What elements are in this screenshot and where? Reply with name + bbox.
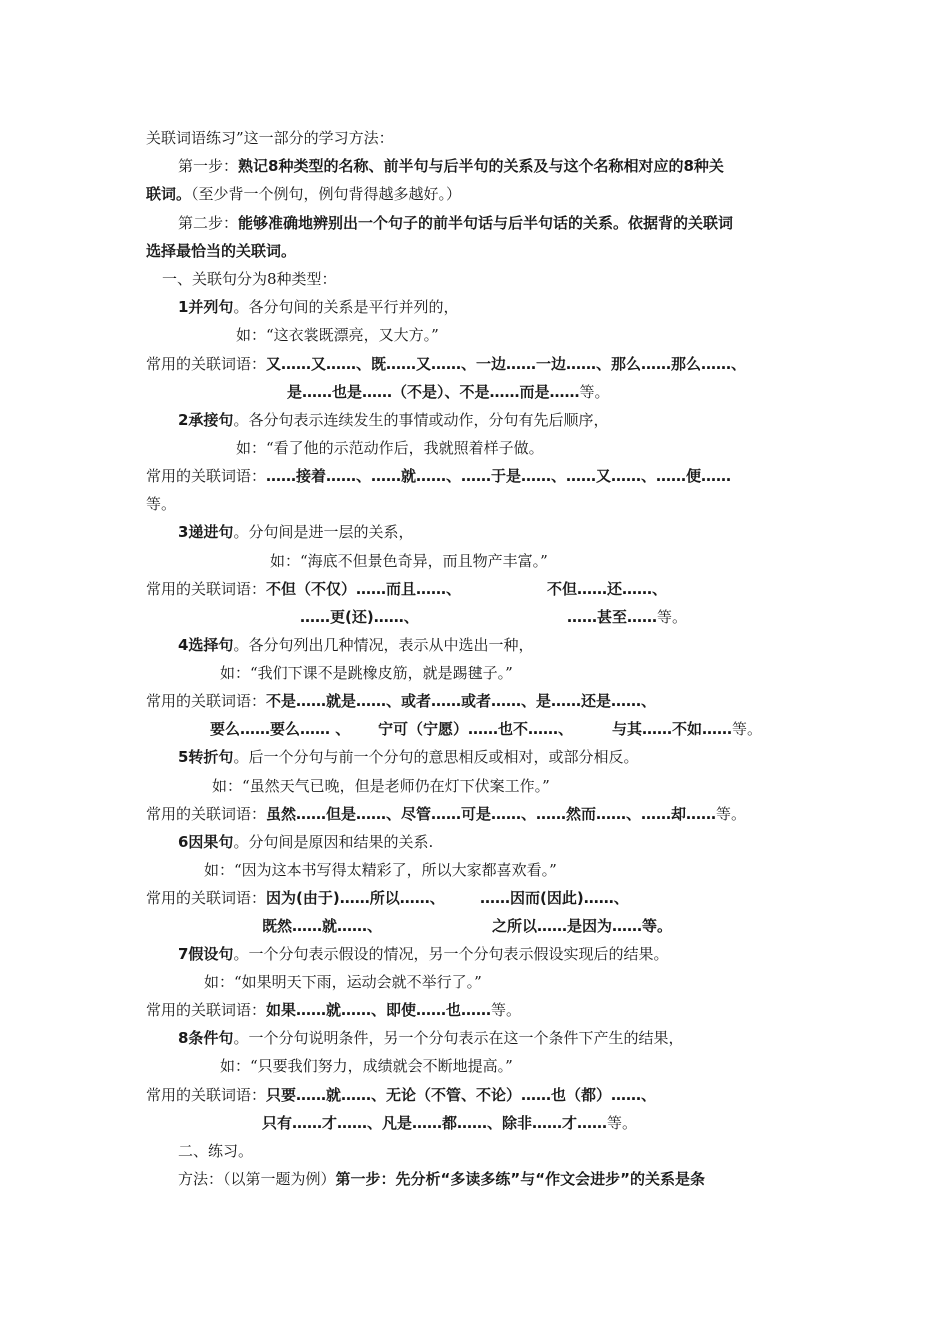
type2-words-line <box>146 465 731 487</box>
type7-words-line <box>146 999 521 1021</box>
type6-words-line <box>146 887 445 909</box>
common-label: 常用的关联词语： <box>146 889 267 907</box>
type4-example: 如：“我们下课不是跳橡皮筋，就是踢毽子。” <box>220 664 513 682</box>
type8-words-line <box>146 1084 656 1106</box>
type4-line <box>178 634 533 656</box>
type2-example: 如：“看了他的示范动作后，我就照着样子做。 <box>236 439 544 457</box>
type5-name: 5转折句 <box>178 748 234 766</box>
type6-line <box>178 831 433 853</box>
type5-words: 虽然……但是……、尽管……可是……、……然而……、……却…… <box>266 805 717 823</box>
type3-line <box>178 521 413 543</box>
type7-name: 7假设句 <box>178 945 234 963</box>
type3-name: 3递进句 <box>178 523 234 541</box>
type4-name: 4选择句 <box>178 636 234 654</box>
type4-words-1 <box>210 718 350 740</box>
type3-example: 如：“海底不但景色奇异，而且物产丰富。” <box>270 552 548 570</box>
step2-label: 第二步： <box>178 214 239 232</box>
type7-desc: 。一个分句表示假设的情况，另一个分句表示假设实现后的结果。 <box>233 945 669 963</box>
type8-line <box>178 1027 683 1049</box>
method-bold: 第一步：先分析“多读多练”与“作文会进步”的关系是条 <box>335 1170 705 1188</box>
type3-words-line <box>146 578 461 600</box>
type7-example: 如：“如果明天下雨，运动会就不举行了。” <box>204 973 482 991</box>
type8-desc: 。一个分句说明条件，另一个分句表示在这一个条件下产生的结果， <box>233 1029 684 1047</box>
type4-desc: 。各分句列出几种情况，表示从中选出一种， <box>233 636 534 654</box>
type6-words-2-text: ……因而(因此)……、 <box>480 889 629 907</box>
intro-line: 关联词语练习”这一部分的学习方法： <box>146 129 394 147</box>
section1-heading: 一、关联句分为8种类型： <box>162 270 337 288</box>
type2-name: 2承接句 <box>178 411 234 429</box>
type3-words-4-text: ……甚至…… <box>567 608 658 626</box>
step2-line2 <box>146 240 296 262</box>
type4-words-3 <box>612 718 762 740</box>
type1-example: 如：“这衣裳既漂亮，又大方。” <box>236 326 439 344</box>
type4-words: 不是……就是……、或者……或者……、是……还是……、 <box>266 692 657 710</box>
step1-label: 第一步： <box>178 157 239 175</box>
type4-words-3-text: 与其……不如…… <box>612 720 733 738</box>
type4-words-2-text: 宁可（宁愿）……也不……、 <box>378 720 574 738</box>
type2-words: ……接着……、……就……、……于是……、……又……、……便…… <box>266 467 732 485</box>
common-label: 常用的关联词语： <box>146 1001 267 1019</box>
type6-name: 6因果句 <box>178 833 234 851</box>
type8-name: 8条件句 <box>178 1029 234 1047</box>
common-label: 常用的关联词语： <box>146 692 267 710</box>
type2-end: 等。 <box>146 495 177 513</box>
step1-line <box>178 155 724 177</box>
type6-words-4 <box>492 915 672 937</box>
step1-note: （至少背一个例句，例句背得越多越好。） <box>191 185 462 203</box>
type4-words-line <box>146 690 656 712</box>
type3-end: 等。 <box>657 608 688 626</box>
type4-words-2 <box>378 718 573 740</box>
type1-name: 1并列句 <box>178 298 234 316</box>
type4-words-1-text: 要么……要么…… 、 <box>210 720 351 738</box>
section2-heading: 二、练习。 <box>178 1142 254 1160</box>
type8-end: 等。 <box>607 1114 638 1132</box>
type2-desc: 。各分句表示连续发生的事情或动作，分句有先后顺序， <box>233 411 609 429</box>
type5-example: 如：“虽然天气已晚，但是老师仍在灯下伏案工作。” <box>212 777 550 795</box>
step1-bold: 熟记8种类型的名称、前半句与后半句的关系及与这个名称相对应的8种关 <box>238 157 724 175</box>
type3-words-4 <box>567 606 687 628</box>
type1-words-line2 <box>287 381 610 403</box>
type5-line <box>178 746 638 768</box>
step1-line2 <box>146 183 461 205</box>
step2-bold-end: 选择最恰当的关联词。 <box>146 242 297 260</box>
type1-words-b: 是……也是……（不是）、不是……而是…… <box>287 383 580 401</box>
type5-words-line <box>146 803 746 825</box>
type1-words-line <box>146 353 746 375</box>
type6-desc: 。分句间是原因和结果的关系. <box>233 833 434 851</box>
type7-line <box>178 943 668 965</box>
type2-line <box>178 409 608 431</box>
type5-end: 等。 <box>716 805 747 823</box>
type3-words-3 <box>300 606 419 628</box>
type1-line <box>178 296 458 318</box>
type8-example: 如：“只要我们努力，成绩就会不断地提高。” <box>220 1057 513 1075</box>
common-label: 常用的关联词语： <box>146 805 267 823</box>
type3-words-2-text: 不但……还……、 <box>547 580 668 598</box>
type6-words-3 <box>262 915 382 937</box>
common-label: 常用的关联词语： <box>146 467 267 485</box>
type3-words-1: 不但（不仅）……而且……、 <box>266 580 462 598</box>
method-label: 方法：（以第一题为例） <box>178 1170 336 1188</box>
common-label: 常用的关联词语： <box>146 580 267 598</box>
type7-end: 等。 <box>491 1001 522 1019</box>
type3-words-2 <box>547 578 667 600</box>
type6-words-3-text: 既然……就……、 <box>262 917 383 935</box>
type6-words-1: 因为(由于)……所以……、 <box>266 889 445 907</box>
type1-end: 等。 <box>579 383 610 401</box>
type8-words-b: 只有……才……、凡是……都……、除非……才…… <box>262 1114 608 1132</box>
method-line <box>178 1168 705 1190</box>
type3-words-3-text: ……更(还)……、 <box>300 608 419 626</box>
type7-words: 如果……就……、即使……也…… <box>266 1001 492 1019</box>
type6-words-2 <box>480 887 629 909</box>
type1-words: 又……又……、既……又……、一边……一边……、那么……那么……、 <box>266 355 747 373</box>
type3-desc: 。分句间是进一层的关系， <box>233 523 414 541</box>
type8-words: 只要……就……、无论（不管、不论）……也（都）……、 <box>266 1086 657 1104</box>
type1-desc: 。各分句间的关系是平行并列的， <box>233 298 459 316</box>
type4-end: 等。 <box>732 720 763 738</box>
type6-words-4-text: 之所以……是因为……等。 <box>492 917 673 935</box>
step1-bold-end: 联词。 <box>146 185 192 203</box>
step2-bold: 能够准确地辨别出一个句子的前半句话与后半句话的关系。依据背的关联词 <box>238 214 734 232</box>
step2-line <box>178 212 733 234</box>
type6-example: 如：“因为这本书写得太精彩了，所以大家都喜欢看。” <box>204 861 557 879</box>
type5-desc: 。后一个分句与前一个分句的意思相反或相对，或部分相反。 <box>233 748 639 766</box>
type8-words-line2 <box>262 1112 637 1134</box>
common-label: 常用的关联词语： <box>146 1086 267 1104</box>
common-label: 常用的关联词语： <box>146 355 267 373</box>
